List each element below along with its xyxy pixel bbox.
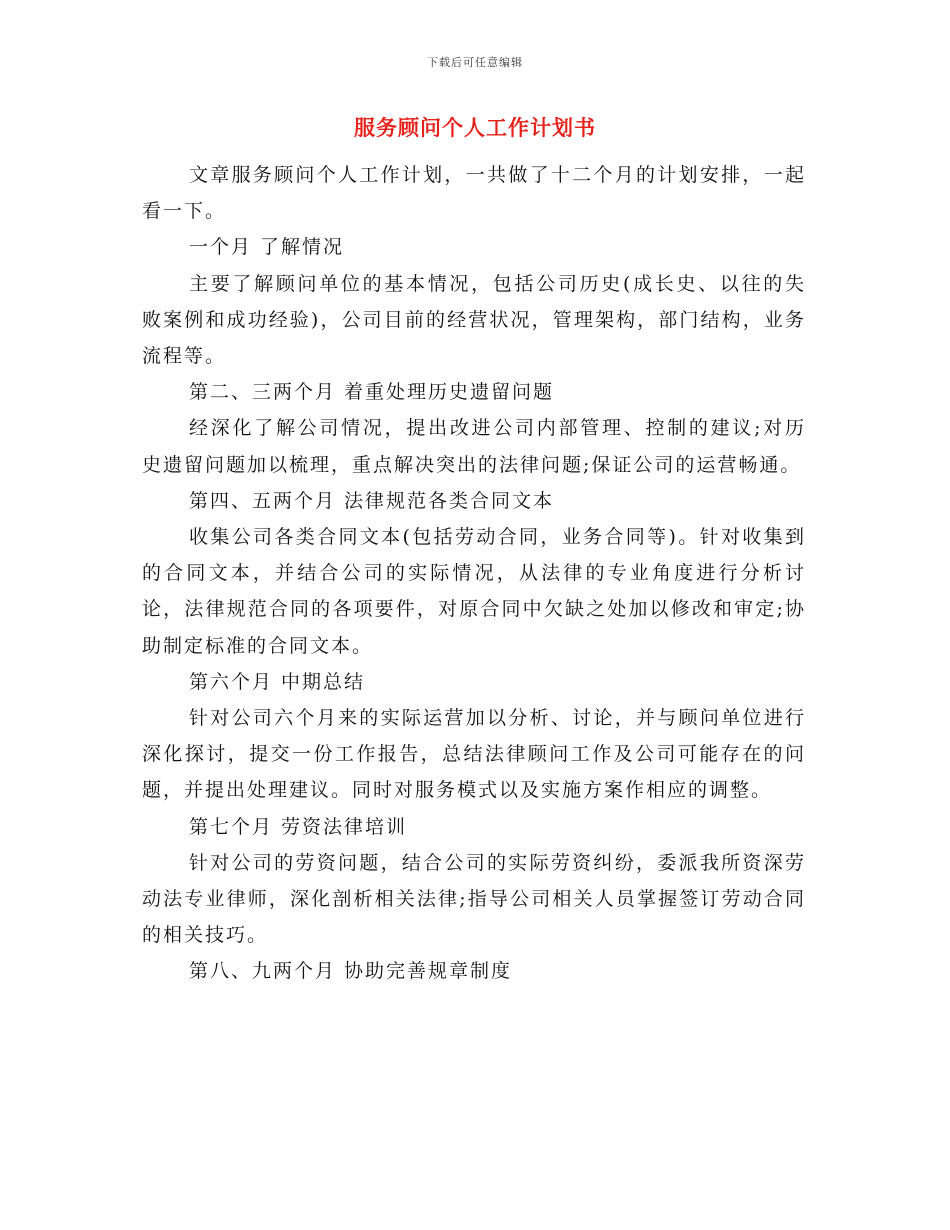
paragraph-months-2-3: 经深化了解公司情况，提出改进公司内部管理、控制的建议;对历史遗留问题加以梳理，重点解决突出的法律问题;保证公司的运营畅通。 <box>142 417 806 476</box>
paragraph-month-6: 针对公司六个月来的实际运营加以分析、讨论，并与顾问单位进行深化探讨，提交一份工作报告，总结法律顾问工作及公司可能存在的问题，并提出处理建议。同时对服务模式以及实施方案作相应的调整。 <box>142 707 806 802</box>
document-title: 服务顾问个人工作计划书 <box>354 115 596 140</box>
section-heading-months-2-3: 第二、三两个月 着重处理历史遗留问题 <box>189 381 555 404</box>
paragraph-intro: 文章服务顾问个人工作计划，一共做了十二个月的计划安排，一起看一下。 <box>142 164 806 223</box>
section-heading-month-7: 第七个月 劳资法律培训 <box>189 815 408 838</box>
paragraph-months-4-5: 收集公司各类合同文本(包括劳动合同，业务合同等)。针对收集到的合同文本，并结合公司的实际情况，从法律的专业角度进行分析讨论，法律规范合同的各项要件，对原合同中欠缺之处加以修改和审定;协助制定标准的合同文本。 <box>142 526 806 657</box>
paragraph-month-7: 针对公司的劳资问题，结合公司的实际劳资纠纷，委派我所资深劳动法专业律师，深化剖析相关法律;指导公司相关人员掌握签订劳动合同的相关技巧。 <box>142 851 806 947</box>
paragraph-month-1: 主要了解顾问单位的基本情况，包括公司历史(成长史、以往的失败案例和成功经验)，公司目前的经营状况，管理架构，部门结构，业务流程等。 <box>142 272 806 368</box>
section-heading-month-1: 一个月 了解情况 <box>189 236 345 259</box>
page-header-note: 下载后可任意编辑 <box>427 56 523 69</box>
section-heading-months-4-5: 第四、五两个月 法律规范各类合同文本 <box>189 489 555 512</box>
section-heading-months-8-9: 第八、九两个月 协助完善规章制度 <box>189 960 513 983</box>
section-heading-month-6: 第六个月 中期总结 <box>189 670 366 693</box>
document-body <box>142 157 806 990</box>
